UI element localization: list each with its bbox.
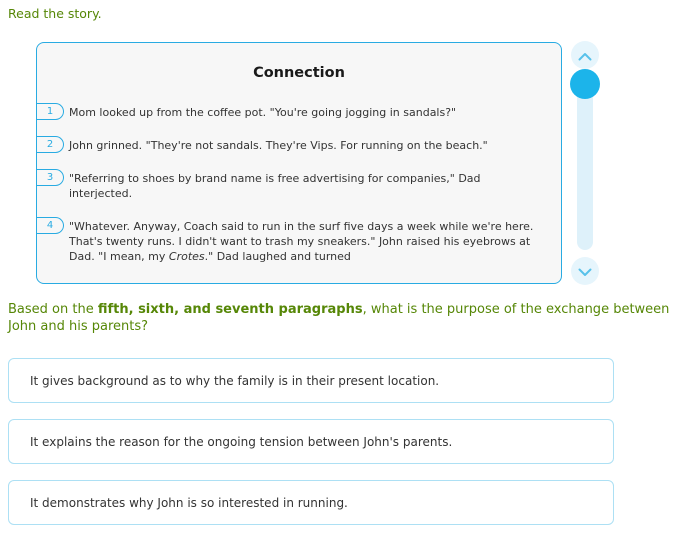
question-text: Based on the fifth, sixth, and seventh paragraphs, what is the purpose of the exchange between John and his parents? [8,302,670,334]
answer-option-label: It gives background as to why the family is in their present location. [30,373,440,388]
italic-brand-name: Crotes [168,250,205,263]
story-paragraph [37,138,561,153]
chevron-up-icon [578,46,592,65]
paragraph-number-badge: 4 [37,217,64,234]
answer-option-3[interactable] [8,480,614,525]
paragraph-text: "Whatever. Anyway, Coach said to run in the surf five days a week while we're here. That's twenty runs. I didn't want to trash my sneakers." John raised his eyebrows at Dad. "I mean, my Crotes." Dad laughed and turned [69,220,534,263]
question-bold-segment: fifth, sixth, and seventh paragraphs [97,302,363,317]
paragraph-text: Mom looked up from the coffee pot. "You're going jogging in sandals?" [69,106,457,119]
paragraph-text: John grinned. "They're not sandals. They're Vips. For running on the beach." [69,139,488,152]
story-paragraph [37,105,561,120]
story-title: Connection [253,65,345,81]
paragraph-text: "Referring to shoes by brand name is free advertising for companies," Dad interjected. [69,172,481,200]
scroll-up-button[interactable] [571,41,599,69]
instruction-text: Read the story. [8,6,102,21]
answer-option-label: It demonstrates why John is so interested in running. [30,495,348,510]
paragraph-number-badge: 1 [37,103,64,120]
paragraph-number-badge: 2 [37,136,64,153]
paragraph-number-badge: 3 [37,169,64,186]
scroll-down-button[interactable] [571,257,599,285]
story-panel [36,42,562,284]
scrollbar-thumb[interactable] [570,69,600,99]
chevron-down-icon [578,262,592,281]
story-paragraph [37,171,561,201]
story-paragraph [37,219,561,264]
answer-option-2[interactable] [8,419,614,464]
answer-option-1[interactable] [8,358,614,403]
answer-option-label: It explains the reason for the ongoing tension between John's parents. [30,434,453,449]
